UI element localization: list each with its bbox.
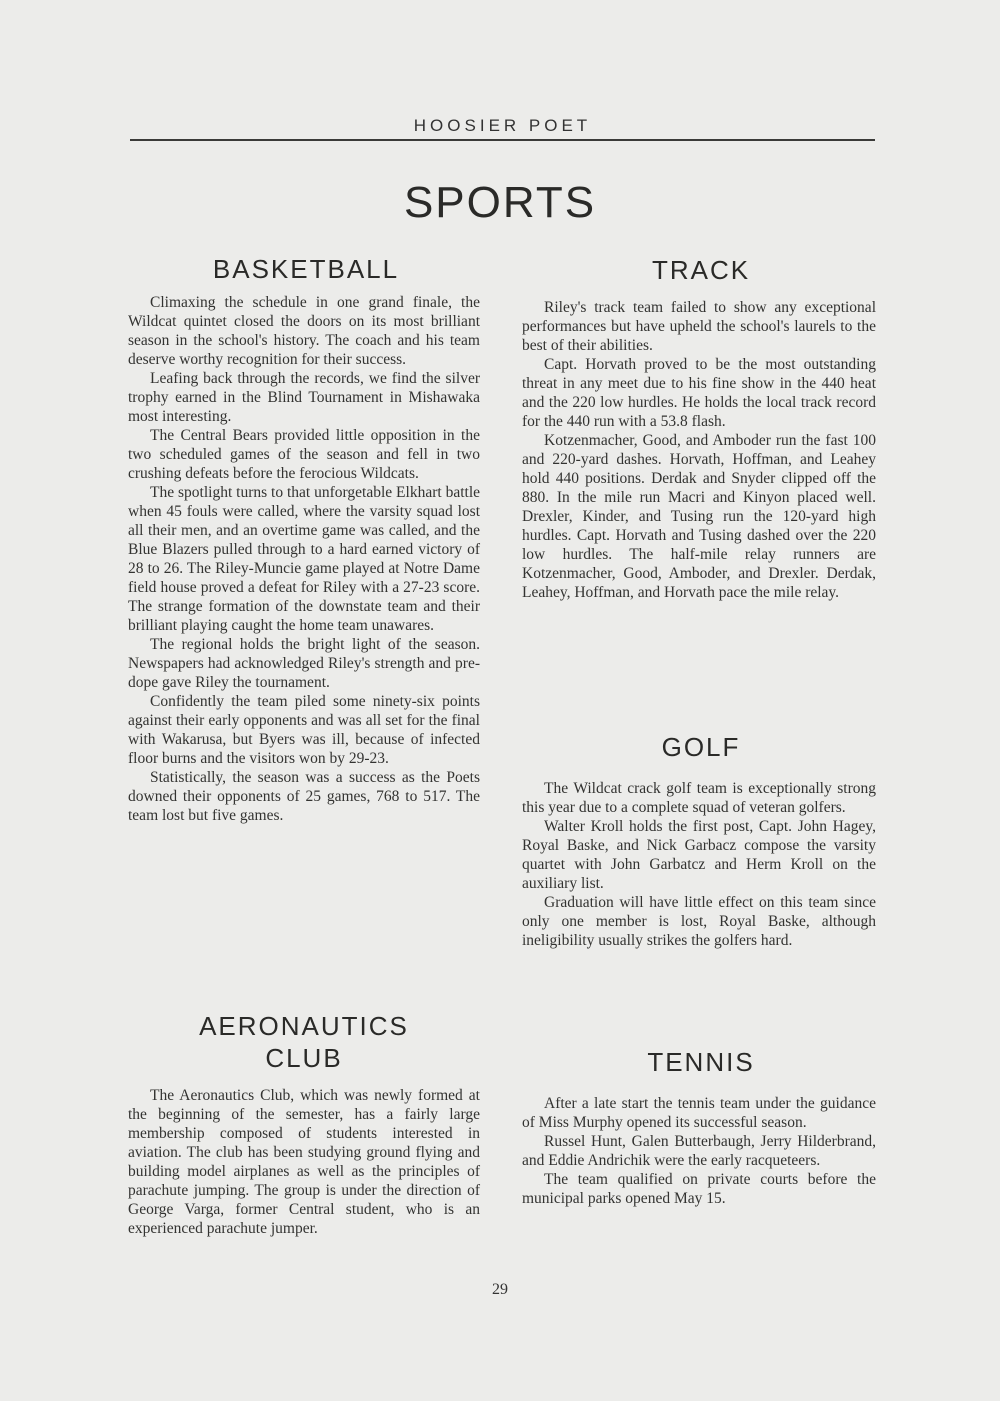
section-heading-tennis: TENNIS	[647, 1047, 755, 1077]
paragraph: Walter Kroll holds the first post, Capt. John Hagey, Royal Baske, and Nick Garbacz compose the varsity quartet with John Garbatcz and Herm Kroll on the auxiliary list.	[522, 818, 876, 892]
paragraph: Leafing back through the records, we find the silver trophy earned in the Blind Tournament in Mishawaka most interesting.	[128, 370, 480, 425]
paragraph: The Wildcat crack golf team is exceptionally strong this year due to a complete squad of veteran golfers.	[522, 780, 876, 816]
paragraph: Russel Hunt, Galen Butterbaugh, Jerry Hilderbrand, and Eddie Andrichik were the early racqueteers.	[522, 1133, 876, 1169]
paragraph: Confidently the team piled some ninety-six points against their early opponents and was all set for the final with Wakarusa, but Byers was ill, because of infected floor burns and the visitors won by 29-23.	[128, 693, 480, 767]
page-title: SPORTS	[403, 178, 597, 227]
paragraph: Statistically, the season was a success as the Poets downed their opponents of 25 games, 768 to 517. The team lost but five games.	[128, 769, 480, 824]
section-golf	[522, 731, 876, 950]
paragraph: Riley's track team failed to show any exceptional performances but have upheld the school's laurels to the best of their abilities.	[522, 299, 876, 354]
section-track	[522, 254, 876, 602]
section-heading-golf: GOLF	[661, 732, 741, 762]
section-aeronautics	[128, 1010, 480, 1238]
section-heading-basketball: BASKETBALL	[212, 254, 400, 284]
paragraph: Graduation will have little effect on this team since only one member is lost, Royal Baske, although ineligibility usually strikes the golfers hard.	[522, 894, 876, 949]
running-head: HOOSIER POET	[413, 116, 592, 135]
section-heading-aeronautics-line2: CLUB	[265, 1043, 343, 1073]
paragraph: The Central Bears provided little opposition in the two scheduled games of the season and fell in two crushing defeats before the ferocious Wildcats.	[128, 427, 480, 482]
paragraph: Climaxing the schedule in one grand finale, the Wildcat quintet closed the doors on its most brilliant season in the school's history. The coach and his team deserve worthy recognition for their success.	[128, 294, 480, 368]
paragraph: Kotzenmacher, Good, and Amboder run the fast 100 and 220-yard dashes. Horvath, Hoffman, and Leahey hold 440 positions. Derdak and Snyder clipped off the 880. In the mile run Macri and Kinyon placed well. Drexler, Kinder, and Tusing run the 120-yard high hurdles. Capt. Horvath and Tusing dashed over the 220 low hurdles. The half-mile relay runners are Kotzenmacher, Good, Amboder, and Drexler. Derdak, Leahey, Hoffman, and Horvath pace the mile relay.	[522, 432, 876, 601]
section-basketball	[128, 253, 480, 825]
section-heading-track: TRACK	[651, 255, 751, 285]
paragraph: Capt. Horvath proved to be the most outstanding threat in any meet due to his fine show in the 440 heat and the 220 low hurdles. He holds the local track record for the 440 run with a 53.8 flash.	[522, 356, 876, 430]
section-heading-aeronautics: AERONAUTICS	[199, 1011, 409, 1041]
paragraph: The Aeronautics Club, which was newly formed at the beginning of the semester, has a fairly large membership composed of students interested in aviation. The club has been studying ground flying and building model airplanes as well as the principles of parachute jumping. The group is under the direction of George Varga, former Central student, who is an experienced parachute jumper.	[128, 1087, 480, 1237]
paragraph: The regional holds the bright light of the season. Newspapers had acknowledged Riley's strength and pre-dope gave Riley the tournament.	[128, 636, 480, 691]
section-tennis	[522, 1046, 876, 1208]
paragraph: The team qualified on private courts before the municipal parks opened May 15.	[522, 1171, 876, 1207]
header-rule	[130, 139, 875, 141]
paragraph: After a late start the tennis team under the guidance of Miss Murphy opened its successful season.	[522, 1095, 876, 1131]
page-number: 29	[492, 1281, 508, 1298]
paragraph: The spotlight turns to that unforgetable Elkhart battle when 45 fouls were called, where the varsity squad lost all their men, and an overtime game was called, and the Blue Blazers pulled through to a hard earned victory of 28 to 26. The Riley-Muncie game played at Notre Dame field house proved a defeat for Riley with a 27-23 score. The strange formation of the downstate team and their brilliant playing caught the home team unawares.	[128, 484, 480, 634]
